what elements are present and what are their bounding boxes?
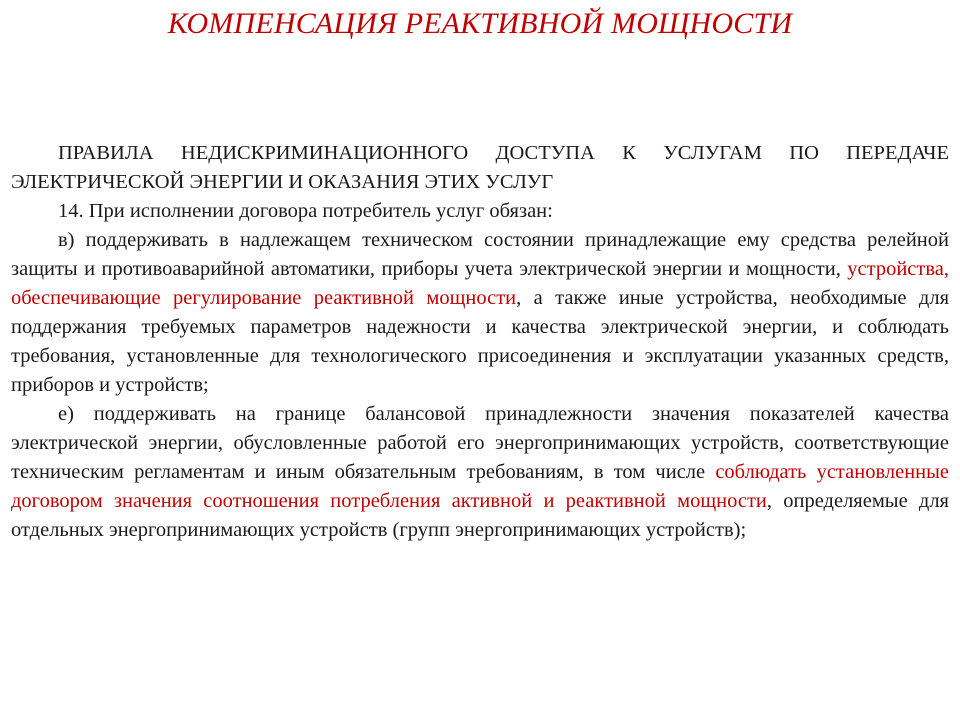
item-v-text-before: в) поддерживать в надлежащем техническом состоянии принадлежащие ему средства релейной защиты и противоаварийной автоматики, приборы учета электрической энергии и мощности, bbox=[11, 229, 949, 280]
item-e-paragraph bbox=[11, 400, 949, 545]
item-e-text-before: е) поддерживать на границе балансовой принадлежности значения показателей качества электрической энергии, обусловленные работой его энергопринимающих устройств, соответствующие техническим регламентам и иным обязательным требованиям, в том числе bbox=[11, 403, 949, 483]
item-v-text-after: , а также иные устройства, необходимые для поддержания требуемых параметров надежности и качества электрической энергии, и соблюдать требования, установленные для технологического присоединения и эксплуатации указанных средств, приборов и устройств; bbox=[11, 287, 950, 396]
slide-body bbox=[11, 139, 949, 545]
item-e-highlight: соблюдать установленные договором значения соотношения потребления активной и реактивной мощности bbox=[11, 461, 950, 512]
rules-heading: ПРАВИЛА НЕДИСКРИМИНАЦИОННОГО ДОСТУПА К УСЛУГАМ ПО ПЕРЕДАЧЕ ЭЛЕКТРИЧЕСКОЙ ЭНЕРГИИ И ОКАЗАНИЯ ЭТИХ УСЛУГ bbox=[11, 142, 949, 193]
item-e-text-after: , определяемые для отдельных энергопринимающих устройств (групп энергопринимающих устройств); bbox=[11, 490, 949, 541]
clause-14: 14. При исполнении договора потребитель услуг обязан: bbox=[58, 200, 553, 222]
slide-title: КОМПЕНСАЦИЯ РЕАКТИВНОЙ МОЩНОСТИ bbox=[167, 7, 793, 40]
item-v-paragraph bbox=[11, 226, 949, 400]
item-v-highlight: устройства, обеспечивающие регулирование реактивной мощности bbox=[11, 258, 949, 309]
